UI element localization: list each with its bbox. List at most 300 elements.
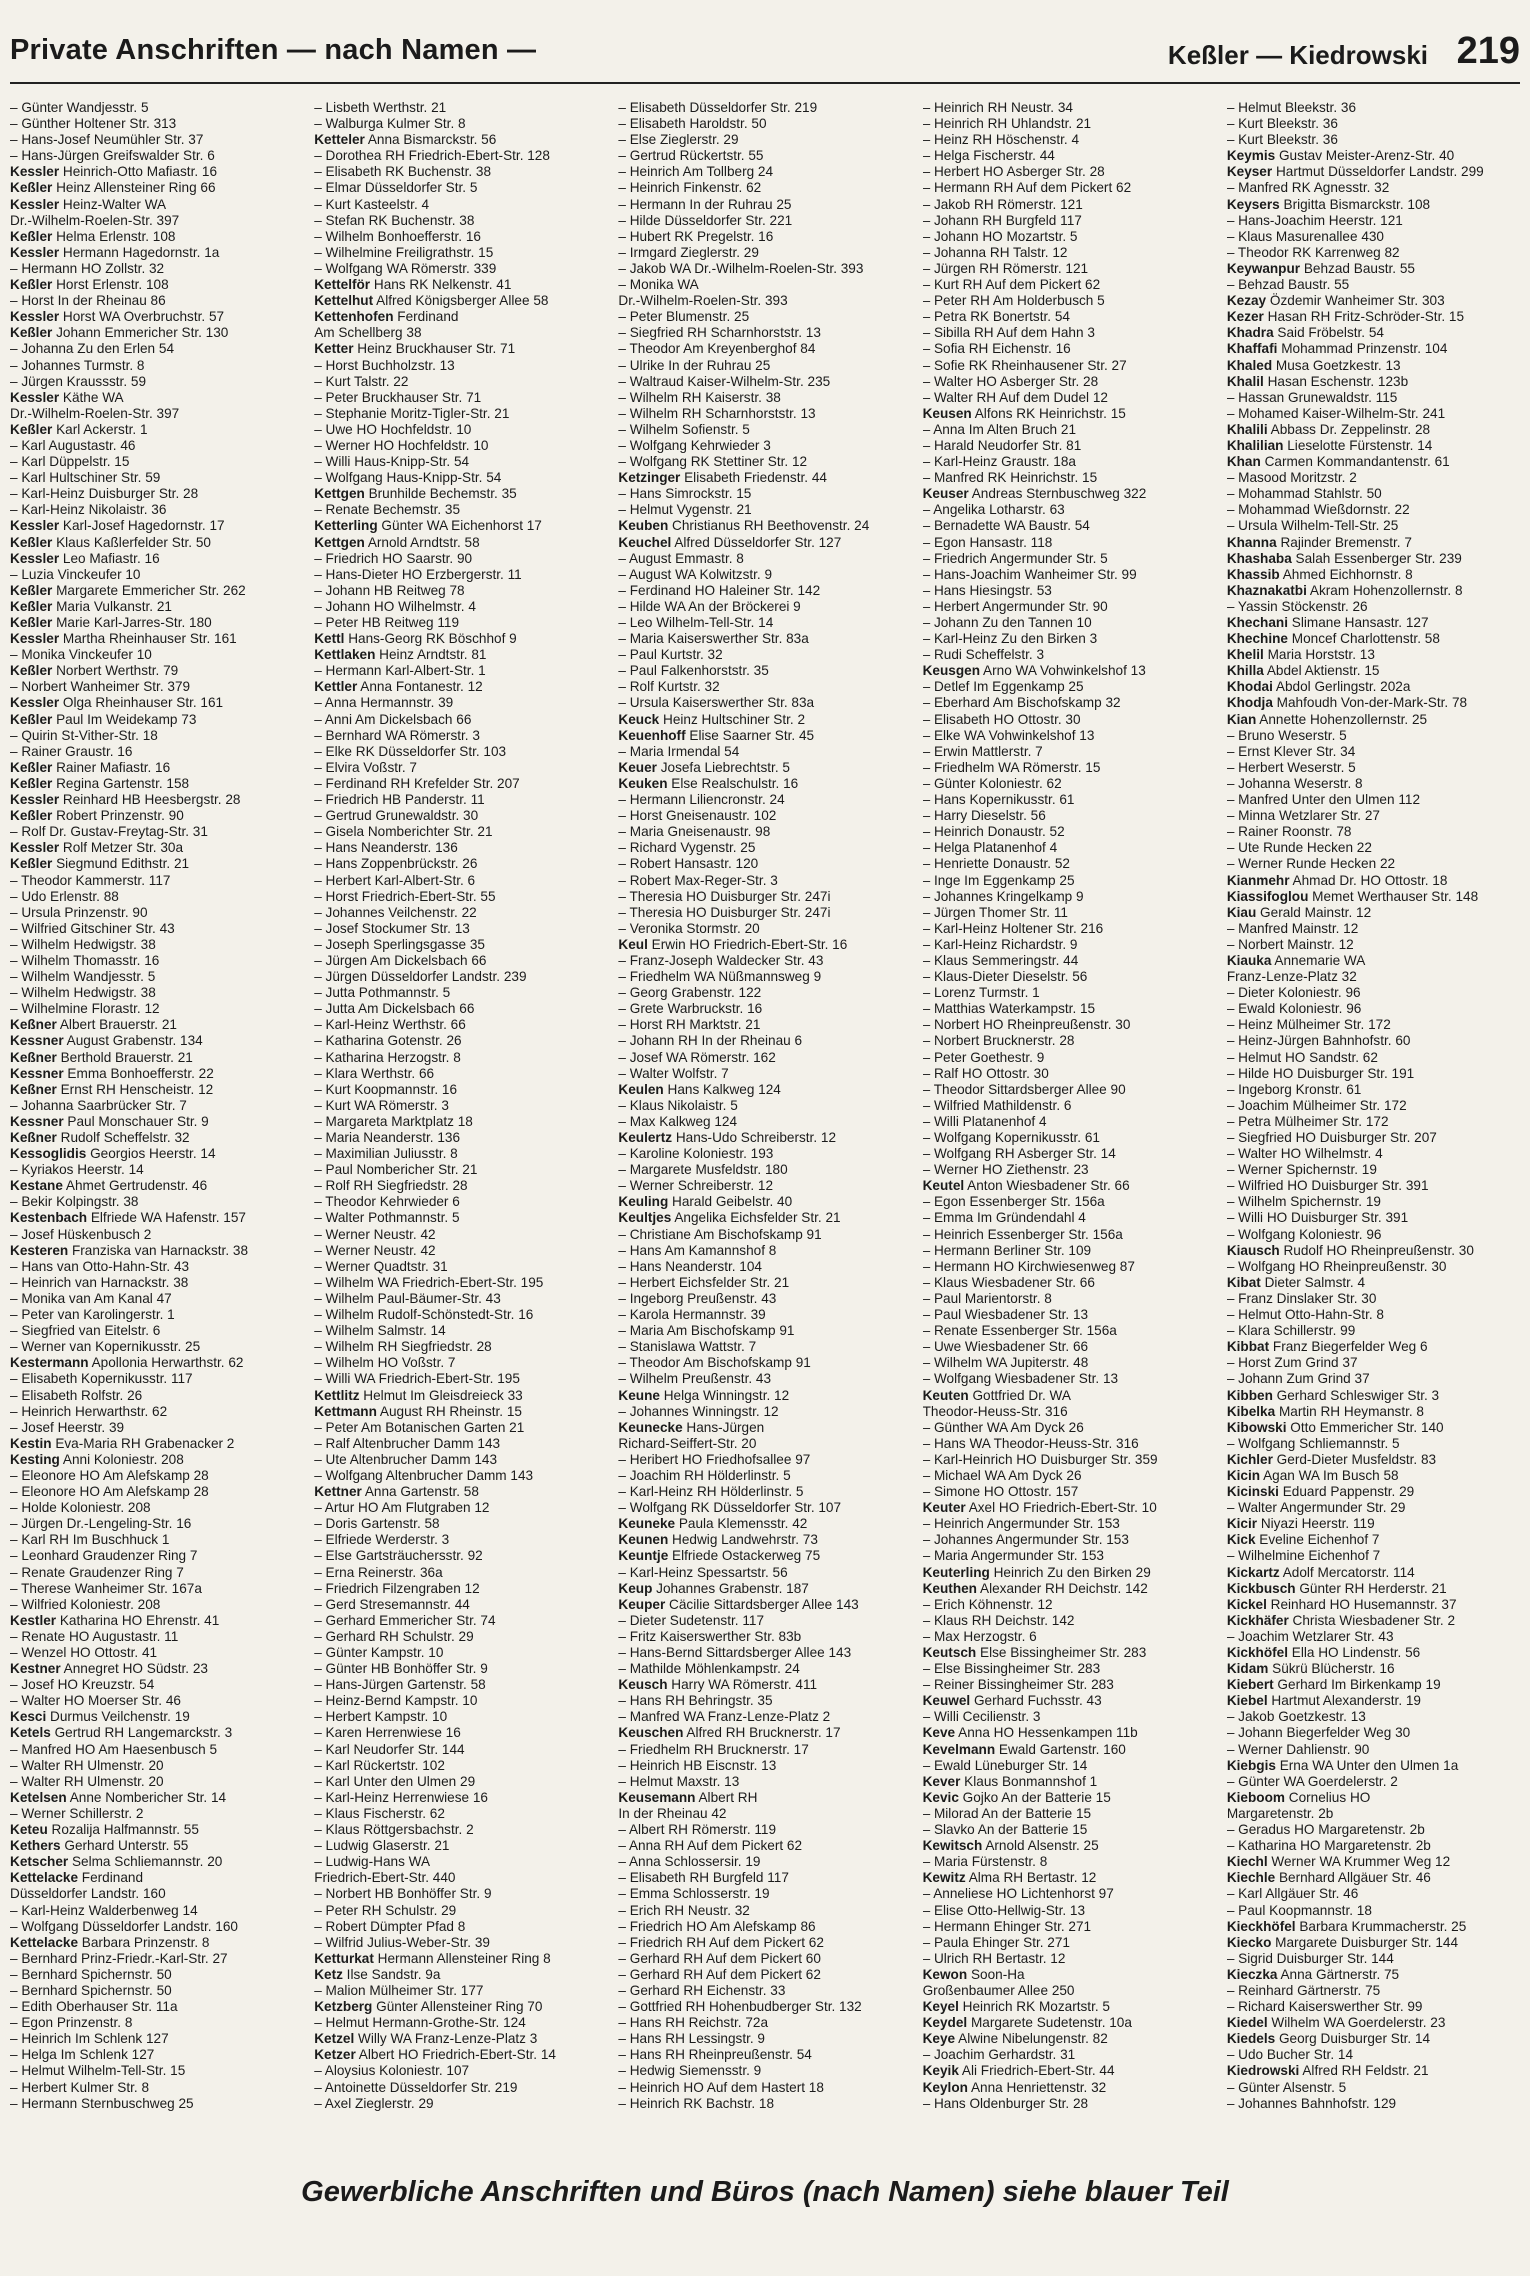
directory-entry bbox=[314, 309, 612, 325]
entry-text: – Ralf Altenbrucher Damm 143 bbox=[314, 1435, 501, 1451]
directory-entry bbox=[1227, 518, 1525, 534]
directory-entry bbox=[314, 229, 612, 245]
directory-entry bbox=[618, 518, 916, 534]
directory-entry bbox=[618, 1645, 916, 1661]
directory-entry bbox=[10, 1613, 308, 1629]
directory-entry bbox=[618, 647, 916, 663]
entry-text: Franziska van Harnackstr. 38 bbox=[68, 1242, 248, 1258]
entry-text: – Helmut Vygenstr. 21 bbox=[618, 502, 752, 518]
directory-entry bbox=[314, 148, 612, 164]
entry-text: Özdemir Wanheimer Str. 303 bbox=[1266, 293, 1445, 309]
directory-entry bbox=[314, 776, 612, 792]
directory-entry bbox=[923, 374, 1221, 390]
entry-text: – Friedrich Filzengraben 12 bbox=[314, 1580, 480, 1596]
entry-text: – Johann HO Mozartstr. 5 bbox=[922, 228, 1078, 244]
entry-text: – Monika van Am Kanal 47 bbox=[10, 1290, 172, 1306]
entry-text: Rolf Metzer Str. 30a bbox=[59, 840, 184, 856]
directory-entry bbox=[923, 1597, 1221, 1613]
entry-text: Elfriede WA Hafenstr. 157 bbox=[87, 1210, 246, 1226]
entry-surname: Kewon bbox=[922, 1966, 968, 1982]
entry-text: – Horst RH Marktstr. 21 bbox=[618, 1017, 761, 1033]
entry-surname: Kettelhut bbox=[314, 293, 374, 309]
entry-text: – Willi WA Friedrich-Ebert-Str. 195 bbox=[314, 1371, 520, 1387]
entry-text: – Wilhelm Preußenstr. 43 bbox=[618, 1371, 772, 1387]
directory-entry bbox=[923, 1146, 1221, 1162]
directory-entry bbox=[618, 1017, 916, 1033]
directory-entry bbox=[618, 100, 916, 116]
entry-text: – Walter RH Ulmenstr. 20 bbox=[10, 1773, 164, 1789]
entry-text: – Bernhard Prinz-Friedr.-Karl-Str. 27 bbox=[10, 1950, 228, 1966]
entry-text: Christa Wiesbadener Str. 2 bbox=[1288, 1612, 1455, 1628]
entry-text: – Ursula Wilhelm-Tell-Str. 25 bbox=[1226, 518, 1399, 534]
directory-entry bbox=[1227, 486, 1525, 502]
directory-entry bbox=[1227, 856, 1525, 872]
entry-text: – Heinrich RK Bachstr. 18 bbox=[618, 2095, 775, 2111]
directory-entry bbox=[1227, 1903, 1525, 1919]
entry-text: – Werner Dahlienstr. 90 bbox=[1226, 1741, 1370, 1757]
entry-text: – Albert RH Römerstr. 119 bbox=[618, 1822, 777, 1838]
directory-entry bbox=[1227, 1130, 1525, 1146]
directory-entry bbox=[923, 1050, 1221, 1066]
entry-text: Alfred RH Brucknerstr. 17 bbox=[683, 1725, 841, 1741]
directory-entry bbox=[1227, 1629, 1525, 1645]
directory-entry bbox=[618, 1146, 916, 1162]
directory-entry bbox=[618, 1291, 916, 1307]
entry-text: – Elise Otto-Hellwig-Str. 13 bbox=[922, 1902, 1086, 1918]
entry-text: Dieter Salmstr. 4 bbox=[1260, 1274, 1366, 1290]
directory-entry bbox=[923, 1355, 1221, 1371]
entry-text: Dr.-Wilhelm-Roelen-Str. 397 bbox=[10, 405, 180, 421]
directory-entry bbox=[1227, 1259, 1525, 1275]
directory-entry bbox=[1227, 277, 1525, 293]
directory-entry bbox=[314, 1822, 612, 1838]
entry-text: – Robert Dümpter Pfad 8 bbox=[314, 1918, 466, 1934]
directory-entry bbox=[10, 808, 308, 824]
entry-surname: Kicinski bbox=[1226, 1484, 1279, 1500]
directory-entry bbox=[1227, 1548, 1525, 1564]
directory-entry bbox=[314, 679, 612, 695]
entry-surname: Kettelacke bbox=[10, 1934, 79, 1950]
entry-surname: Kettgen bbox=[314, 486, 365, 502]
entry-text: Helga Winningstr. 12 bbox=[659, 1387, 790, 1403]
entry-text: Hermann Hagedornstr. 1a bbox=[59, 244, 220, 260]
entry-text: – Wolfgang RK Stettiner Str. 12 bbox=[618, 454, 808, 470]
entry-surname: Kiedrowski bbox=[1226, 2063, 1300, 2079]
entry-text: Ahmad Dr. HO Ottostr. 18 bbox=[1289, 872, 1448, 888]
entry-text: Else Realschulstr. 16 bbox=[667, 775, 799, 791]
entry-text: – Wolfgang Kopernikusstr. 61 bbox=[922, 1130, 1100, 1145]
directory-entry bbox=[923, 1033, 1221, 1049]
entry-text: – Eleonore HO Am Alefskamp 28 bbox=[10, 1484, 209, 1500]
directory-entry bbox=[618, 2015, 916, 2031]
entry-text: – Hans Simrockstr. 15 bbox=[618, 486, 752, 502]
directory-entry bbox=[618, 390, 916, 406]
directory-entry bbox=[618, 1355, 916, 1371]
entry-text: – Paul Wiesbadener Str. 13 bbox=[922, 1307, 1089, 1323]
entry-text: – Kurt Talstr. 22 bbox=[314, 373, 409, 389]
entry-text: – Herbert Kulmer Str. 8 bbox=[10, 2079, 150, 2095]
directory-entry bbox=[923, 1967, 1221, 1983]
entry-text: – Herbert HO Asberger Str. 28 bbox=[922, 164, 1105, 180]
entry-surname: Kibbat bbox=[1226, 1339, 1270, 1355]
directory-entry bbox=[618, 663, 916, 679]
directory-entry bbox=[618, 631, 916, 647]
entry-text: – Johannes Turmstr. 8 bbox=[10, 357, 145, 373]
directory-entry bbox=[923, 1806, 1221, 1822]
entry-text: Gerhard Fuchsstr. 43 bbox=[970, 1693, 1102, 1709]
entry-text: – Ewald Koloniestr. 96 bbox=[1226, 1001, 1362, 1017]
directory-entry bbox=[10, 1500, 308, 1516]
entry-text: Abdel Aktienstr. 15 bbox=[1263, 663, 1380, 679]
directory-entry bbox=[618, 358, 916, 374]
entry-text: – Richard Kaiserswerther Str. 99 bbox=[1226, 1999, 1423, 2015]
directory-entry bbox=[923, 1919, 1221, 1935]
directory-entry bbox=[314, 1114, 612, 1130]
entry-text: – Wolfgang WA Römerstr. 339 bbox=[314, 260, 497, 276]
directory-entry bbox=[1227, 1017, 1525, 1033]
entry-text: Apollonia Herwarthstr. 62 bbox=[88, 1355, 244, 1371]
entry-text: – Dieter Sudetenstr. 117 bbox=[618, 1612, 765, 1628]
entry-text: – Theodor Kammerstr. 117 bbox=[10, 872, 171, 888]
entry-text: Dr.-Wilhelm-Roelen-Str. 397 bbox=[10, 212, 180, 228]
directory-entry bbox=[10, 1227, 308, 1243]
entry-text: – Wolfgang RK Düsseldorfer Str. 107 bbox=[618, 1500, 842, 1516]
directory-entry bbox=[314, 1581, 612, 1597]
entry-surname: Kickhöfel bbox=[1226, 1645, 1288, 1660]
entry-text: – Max Herzogstr. 6 bbox=[922, 1628, 1037, 1644]
directory-entry bbox=[923, 551, 1221, 567]
entry-surname: Ketzberg bbox=[314, 1999, 373, 2015]
entry-surname: Kettlaken bbox=[314, 647, 376, 663]
entry-text: – Joachim RH Hölderlinstr. 5 bbox=[618, 1467, 791, 1483]
entry-text: Hermann Allensteiner Ring 8 bbox=[373, 1950, 551, 1966]
directory-entry bbox=[10, 1050, 308, 1066]
directory-entry bbox=[923, 116, 1221, 132]
directory-entry bbox=[923, 1516, 1221, 1532]
entry-text: – Karl-Heinz Graustr. 18a bbox=[922, 454, 1076, 470]
entry-text: – Mohamed Kaiser-Wilhelm-Str. 241 bbox=[1226, 405, 1446, 421]
entry-surname: Khashaba bbox=[1226, 550, 1292, 566]
entry-text: – Simone HO Ottostr. 157 bbox=[922, 1484, 1079, 1500]
entry-text: – Friedhelm WA Nüßmannsweg 9 bbox=[618, 969, 822, 985]
directory-entry bbox=[314, 1033, 612, 1049]
directory-entry bbox=[314, 1951, 612, 1967]
directory-entry bbox=[1227, 2047, 1525, 2063]
directory-entry bbox=[923, 358, 1221, 374]
entry-text: – Kurt Bleekstr. 36 bbox=[1226, 132, 1338, 148]
entry-surname: Keusemann bbox=[618, 1789, 696, 1805]
directory-entry bbox=[314, 663, 612, 679]
entry-text: – Georg Grabenstr. 122 bbox=[618, 985, 762, 1001]
entry-text: – Karl Unter den Ulmen 29 bbox=[314, 1773, 476, 1789]
entry-surname: Kiedel bbox=[1226, 2015, 1268, 2031]
entry-text: – Waltraud Kaiser-Wilhelm-Str. 235 bbox=[618, 373, 831, 389]
directory-entry bbox=[1227, 309, 1525, 325]
directory-column-1 bbox=[10, 100, 308, 2180]
entry-text: – Gertrud Rückertstr. 55 bbox=[618, 148, 764, 164]
directory-entry bbox=[1227, 1532, 1525, 1548]
entry-text: – Malion Mülheimer Str. 177 bbox=[314, 1982, 484, 1998]
entry-surname: Kettl bbox=[314, 631, 345, 647]
entry-text: – Wilfried Koloniestr. 208 bbox=[10, 1596, 161, 1612]
entry-text: Anna Bismarckstr. 56 bbox=[364, 132, 497, 148]
entry-surname: Keßler bbox=[10, 421, 53, 437]
directory-entry bbox=[923, 840, 1221, 856]
entry-text: Bernhard Allgäuer Str. 46 bbox=[1275, 1870, 1431, 1886]
entry-text: Johannes Grabenstr. 187 bbox=[652, 1580, 809, 1596]
entry-text: – Wolfgang Kehrwieder 3 bbox=[618, 437, 771, 453]
entry-text: – Wilhelm Paul-Bäumer-Str. 43 bbox=[314, 1290, 501, 1306]
entry-text: – Klaus Wiesbadener Str. 66 bbox=[922, 1274, 1095, 1290]
entry-text: – Rolf RH Siegfriedstr. 28 bbox=[314, 1178, 468, 1194]
directory-entry bbox=[618, 1339, 916, 1355]
entry-text: – Johann HO Wilhelmstr. 4 bbox=[314, 598, 476, 614]
entry-text: Margarete Sudetenstr. 10a bbox=[967, 2015, 1132, 2031]
entry-surname: Kiechl bbox=[1226, 1854, 1268, 1870]
entry-text: – Franz-Joseph Waldecker Str. 43 bbox=[618, 952, 824, 968]
directory-entry bbox=[1227, 905, 1525, 921]
directory-entry bbox=[314, 1066, 612, 1082]
directory-entry bbox=[1227, 213, 1525, 229]
entry-text: – Hans Oldenburger Str. 28 bbox=[922, 2095, 1089, 2111]
directory-entry bbox=[314, 1629, 612, 1645]
directory-entry bbox=[923, 1870, 1221, 1886]
directory-entry bbox=[923, 100, 1221, 116]
directory-entry bbox=[314, 1677, 612, 1693]
entry-surname: Keßler bbox=[10, 598, 53, 614]
directory-entry bbox=[1227, 567, 1525, 583]
directory-entry bbox=[1227, 969, 1525, 985]
entry-text: – Jürgen Thomer Str. 11 bbox=[922, 904, 1068, 920]
entry-text: Sükrü Blücherstr. 16 bbox=[1268, 1661, 1395, 1677]
entry-text: – Maximilian Juliusstr. 8 bbox=[314, 1146, 458, 1162]
directory-entry bbox=[10, 358, 308, 374]
entry-text: – Ferdinand HO Haleiner Str. 142 bbox=[618, 582, 821, 598]
entry-text: Ferdinand bbox=[393, 309, 459, 325]
directory-entry bbox=[618, 1613, 916, 1629]
directory-entry bbox=[10, 1371, 308, 1387]
directory-entry bbox=[1227, 760, 1525, 776]
directory-column-4 bbox=[923, 100, 1221, 2180]
entry-text: Olga Rheinhauser Str. 161 bbox=[59, 695, 224, 711]
entry-text: – Geradus HO Margaretenstr. 2b bbox=[1226, 1822, 1425, 1838]
entry-surname: Keuken bbox=[618, 775, 668, 791]
entry-text: – Renate Essenberger Str. 156a bbox=[922, 1323, 1117, 1339]
directory-entry bbox=[923, 1162, 1221, 1178]
directory-entry bbox=[618, 180, 916, 196]
entry-text: Erwin HO Friedrich-Ebert-Str. 16 bbox=[647, 936, 848, 952]
directory-entry bbox=[1227, 1371, 1525, 1387]
directory-entry bbox=[923, 1500, 1221, 1516]
entry-text: – Gottfried RH Hohenbudberger Str. 132 bbox=[618, 1999, 862, 2015]
entry-text: Norbert Werthstr. 79 bbox=[52, 663, 179, 679]
entry-text: – Wilhelm Wandjesstr. 5 bbox=[10, 969, 156, 985]
directory-entry bbox=[923, 1565, 1221, 1581]
entry-text: – Hans Neanderstr. 136 bbox=[314, 840, 458, 856]
directory-entry bbox=[1227, 422, 1525, 438]
entry-text: Josefa Liebrechtstr. 5 bbox=[656, 759, 790, 775]
directory-entry bbox=[10, 293, 308, 309]
directory-entry bbox=[314, 390, 612, 406]
directory-entry bbox=[10, 1951, 308, 1967]
entry-text: Annegret HO Südstr. 23 bbox=[60, 1661, 208, 1677]
entry-text: – Wilhelm Rudolf-Schönstedt-Str. 16 bbox=[314, 1307, 534, 1323]
entry-text: – Günther Holtener Str. 313 bbox=[10, 116, 177, 132]
entry-text: Albert Brauerstr. 21 bbox=[56, 1017, 177, 1033]
directory-entry bbox=[618, 905, 916, 921]
entry-text: – Bernadette WA Baustr. 54 bbox=[922, 518, 1090, 534]
entry-text: – Yassin Stöckenstr. 26 bbox=[1226, 598, 1368, 614]
directory-entry bbox=[10, 1210, 308, 1226]
entry-text: – Friedrich HO Am Alefskamp 86 bbox=[618, 1918, 816, 1934]
directory-entry bbox=[618, 277, 916, 293]
entry-text: Christianus RH Beethovenstr. 24 bbox=[668, 518, 870, 534]
entry-text: – Peter Blumenstr. 25 bbox=[618, 309, 750, 325]
entry-text: – Karl-Heinz Walderbenweg 14 bbox=[10, 1902, 198, 1918]
directory-entry bbox=[923, 1259, 1221, 1275]
directory-entry bbox=[1227, 647, 1525, 663]
entry-text: – Walter HO Asberger Str. 28 bbox=[922, 373, 1099, 389]
directory-entry bbox=[618, 1854, 916, 1870]
directory-entry bbox=[314, 969, 612, 985]
directory-entry bbox=[10, 1629, 308, 1645]
directory-entry bbox=[1227, 1098, 1525, 1114]
entry-text: – Eleonore HO Am Alefskamp 28 bbox=[10, 1467, 209, 1483]
entry-text: – Elke RK Düsseldorfer Str. 103 bbox=[314, 743, 507, 759]
entry-text: Johann Emmericher Str. 130 bbox=[52, 325, 229, 341]
entry-surname: Keve bbox=[922, 1725, 956, 1741]
directory-entry bbox=[923, 599, 1221, 615]
directory-entry bbox=[1227, 1645, 1525, 1661]
entry-surname: Keßler bbox=[10, 228, 53, 244]
directory-entry bbox=[314, 1886, 612, 1902]
entry-text: Emma Bonhoefferstr. 22 bbox=[63, 1065, 214, 1081]
entry-text: – Johanna Zu den Erlen 54 bbox=[10, 341, 175, 357]
entry-surname: Kieboom bbox=[1226, 1789, 1285, 1805]
entry-surname: Keuneke bbox=[618, 1516, 676, 1532]
entry-text: – Peter HB Reitweg 119 bbox=[314, 615, 460, 630]
entry-surname: Kever bbox=[922, 1773, 961, 1789]
directory-entry bbox=[618, 2096, 916, 2112]
entry-text: – Friedrich Angermunder Str. 5 bbox=[922, 550, 1108, 566]
entry-surname: Kessler bbox=[10, 792, 60, 808]
directory-entry bbox=[314, 953, 612, 969]
entry-text: Ferdinand bbox=[78, 1870, 144, 1886]
entry-text: – Matthias Waterkampstr. 15 bbox=[922, 1001, 1096, 1017]
entry-text: Harry WA Römerstr. 411 bbox=[667, 1677, 818, 1693]
entry-text: – Gerd Stresemannstr. 44 bbox=[314, 1596, 470, 1612]
directory-entry bbox=[618, 148, 916, 164]
entry-text: – Johann Biegerfelder Weg 30 bbox=[1226, 1725, 1411, 1741]
directory-entry bbox=[10, 985, 308, 1001]
entry-surname: Kicir bbox=[1226, 1516, 1258, 1532]
entry-text: – Theresia HO Duisburger Str. 247i bbox=[618, 904, 831, 920]
entry-text: – Ingeborg Kronstr. 61 bbox=[1226, 1081, 1362, 1097]
directory-entry bbox=[618, 728, 916, 744]
directory-entry bbox=[10, 695, 308, 711]
directory-entry bbox=[923, 953, 1221, 969]
directory-entry bbox=[923, 1082, 1221, 1098]
entry-text: – Henriette Donaustr. 52 bbox=[922, 856, 1070, 872]
directory-entry bbox=[314, 1500, 612, 1516]
directory-entry bbox=[1227, 776, 1525, 792]
entry-text: – Doris Gartenstr. 58 bbox=[314, 1516, 440, 1532]
directory-entry bbox=[923, 824, 1221, 840]
directory-entry bbox=[10, 1854, 308, 1870]
entry-surname: Kestermann bbox=[10, 1355, 89, 1371]
entry-text: – Peter RH Am Holderbusch 5 bbox=[922, 293, 1105, 309]
entry-text: – Irmgard Zieglerstr. 29 bbox=[618, 244, 759, 260]
entry-text: – Heinz-Jürgen Bahnhofstr. 60 bbox=[1226, 1033, 1411, 1049]
directory-entry bbox=[923, 985, 1221, 1001]
directory-entry bbox=[314, 1355, 612, 1371]
entry-text: – Monika Vinckeufer 10 bbox=[10, 647, 152, 663]
directory-entry bbox=[923, 937, 1221, 953]
directory-entry bbox=[314, 744, 612, 760]
entry-text: – Hermann Karl-Albert-Str. 1 bbox=[314, 663, 486, 679]
entry-text: – Joachim Mülheimer Str. 172 bbox=[1226, 1097, 1407, 1113]
directory-entry bbox=[10, 1275, 308, 1291]
directory-entry bbox=[923, 679, 1221, 695]
directory-entry bbox=[314, 1742, 612, 1758]
entry-text: – Renate Bechemstr. 35 bbox=[314, 502, 461, 518]
directory-entry bbox=[923, 2063, 1221, 2079]
directory-entry bbox=[1227, 889, 1525, 905]
entry-text: – Grete Warbruckstr. 16 bbox=[618, 1001, 763, 1017]
directory-entry bbox=[314, 840, 612, 856]
entry-text: – Renate HO Augustastr. 11 bbox=[10, 1628, 179, 1644]
entry-text: Helma Erlenstr. 108 bbox=[52, 228, 176, 244]
entry-text: – Heinrich RH Uhlandstr. 21 bbox=[922, 116, 1092, 132]
entry-surname: Kiedels bbox=[1226, 2031, 1276, 2047]
entry-text: Alfred RH Feldstr. 21 bbox=[1299, 2063, 1429, 2079]
directory-entry bbox=[1227, 1677, 1525, 1693]
entry-surname: Kickartz bbox=[1226, 1564, 1280, 1580]
directory-entry bbox=[314, 1935, 612, 1951]
directory-entry bbox=[10, 374, 308, 390]
entry-text: – Wilfried HO Duisburger Str. 391 bbox=[1226, 1178, 1429, 1194]
entry-text: Barbara Krummacherstr. 25 bbox=[1295, 1918, 1467, 1934]
directory-entry bbox=[618, 1130, 916, 1146]
entry-text: – Paul Kurtstr. 32 bbox=[618, 647, 723, 663]
entry-text: – Heinrich Essenberger Str. 156a bbox=[922, 1226, 1123, 1242]
entry-text: – Wolfgang Haus-Knipp-Str. 54 bbox=[314, 470, 502, 486]
entry-surname: Khalili bbox=[1226, 421, 1268, 437]
directory-entry bbox=[618, 502, 916, 518]
directory-entry bbox=[618, 615, 916, 631]
directory-entry bbox=[923, 1693, 1221, 1709]
entry-surname: Kezay bbox=[1226, 293, 1267, 309]
directory-entry bbox=[923, 1725, 1221, 1741]
directory-entry bbox=[1227, 1565, 1525, 1581]
directory-entry bbox=[618, 1500, 916, 1516]
entry-text: – Ludwig Glaserstr. 21 bbox=[314, 1838, 450, 1854]
directory-entry bbox=[1227, 1307, 1525, 1323]
entry-text: Heinrich-Otto Mafiastr. 16 bbox=[59, 164, 218, 180]
entry-text: – Herbert Angermunder Str. 90 bbox=[922, 598, 1108, 614]
directory-entry bbox=[10, 760, 308, 776]
directory-entry bbox=[618, 1178, 916, 1194]
entry-text: – Theodor Sittardsberger Allee 90 bbox=[922, 1081, 1126, 1097]
entry-text: – Elisabeth Kopernikusstr. 117 bbox=[10, 1371, 193, 1387]
entry-text: Regina Gartenstr. 158 bbox=[52, 775, 190, 791]
entry-text: – Kurt RH Auf dem Pickert 62 bbox=[922, 277, 1101, 293]
entry-text: Ilse Sandstr. 9a bbox=[342, 1966, 441, 1982]
entry-text: – Veronika Stormstr. 20 bbox=[618, 920, 760, 936]
directory-entry bbox=[618, 1050, 916, 1066]
directory-entry bbox=[10, 1790, 308, 1806]
entry-text: – Robert Hansastr. 120 bbox=[618, 856, 759, 872]
